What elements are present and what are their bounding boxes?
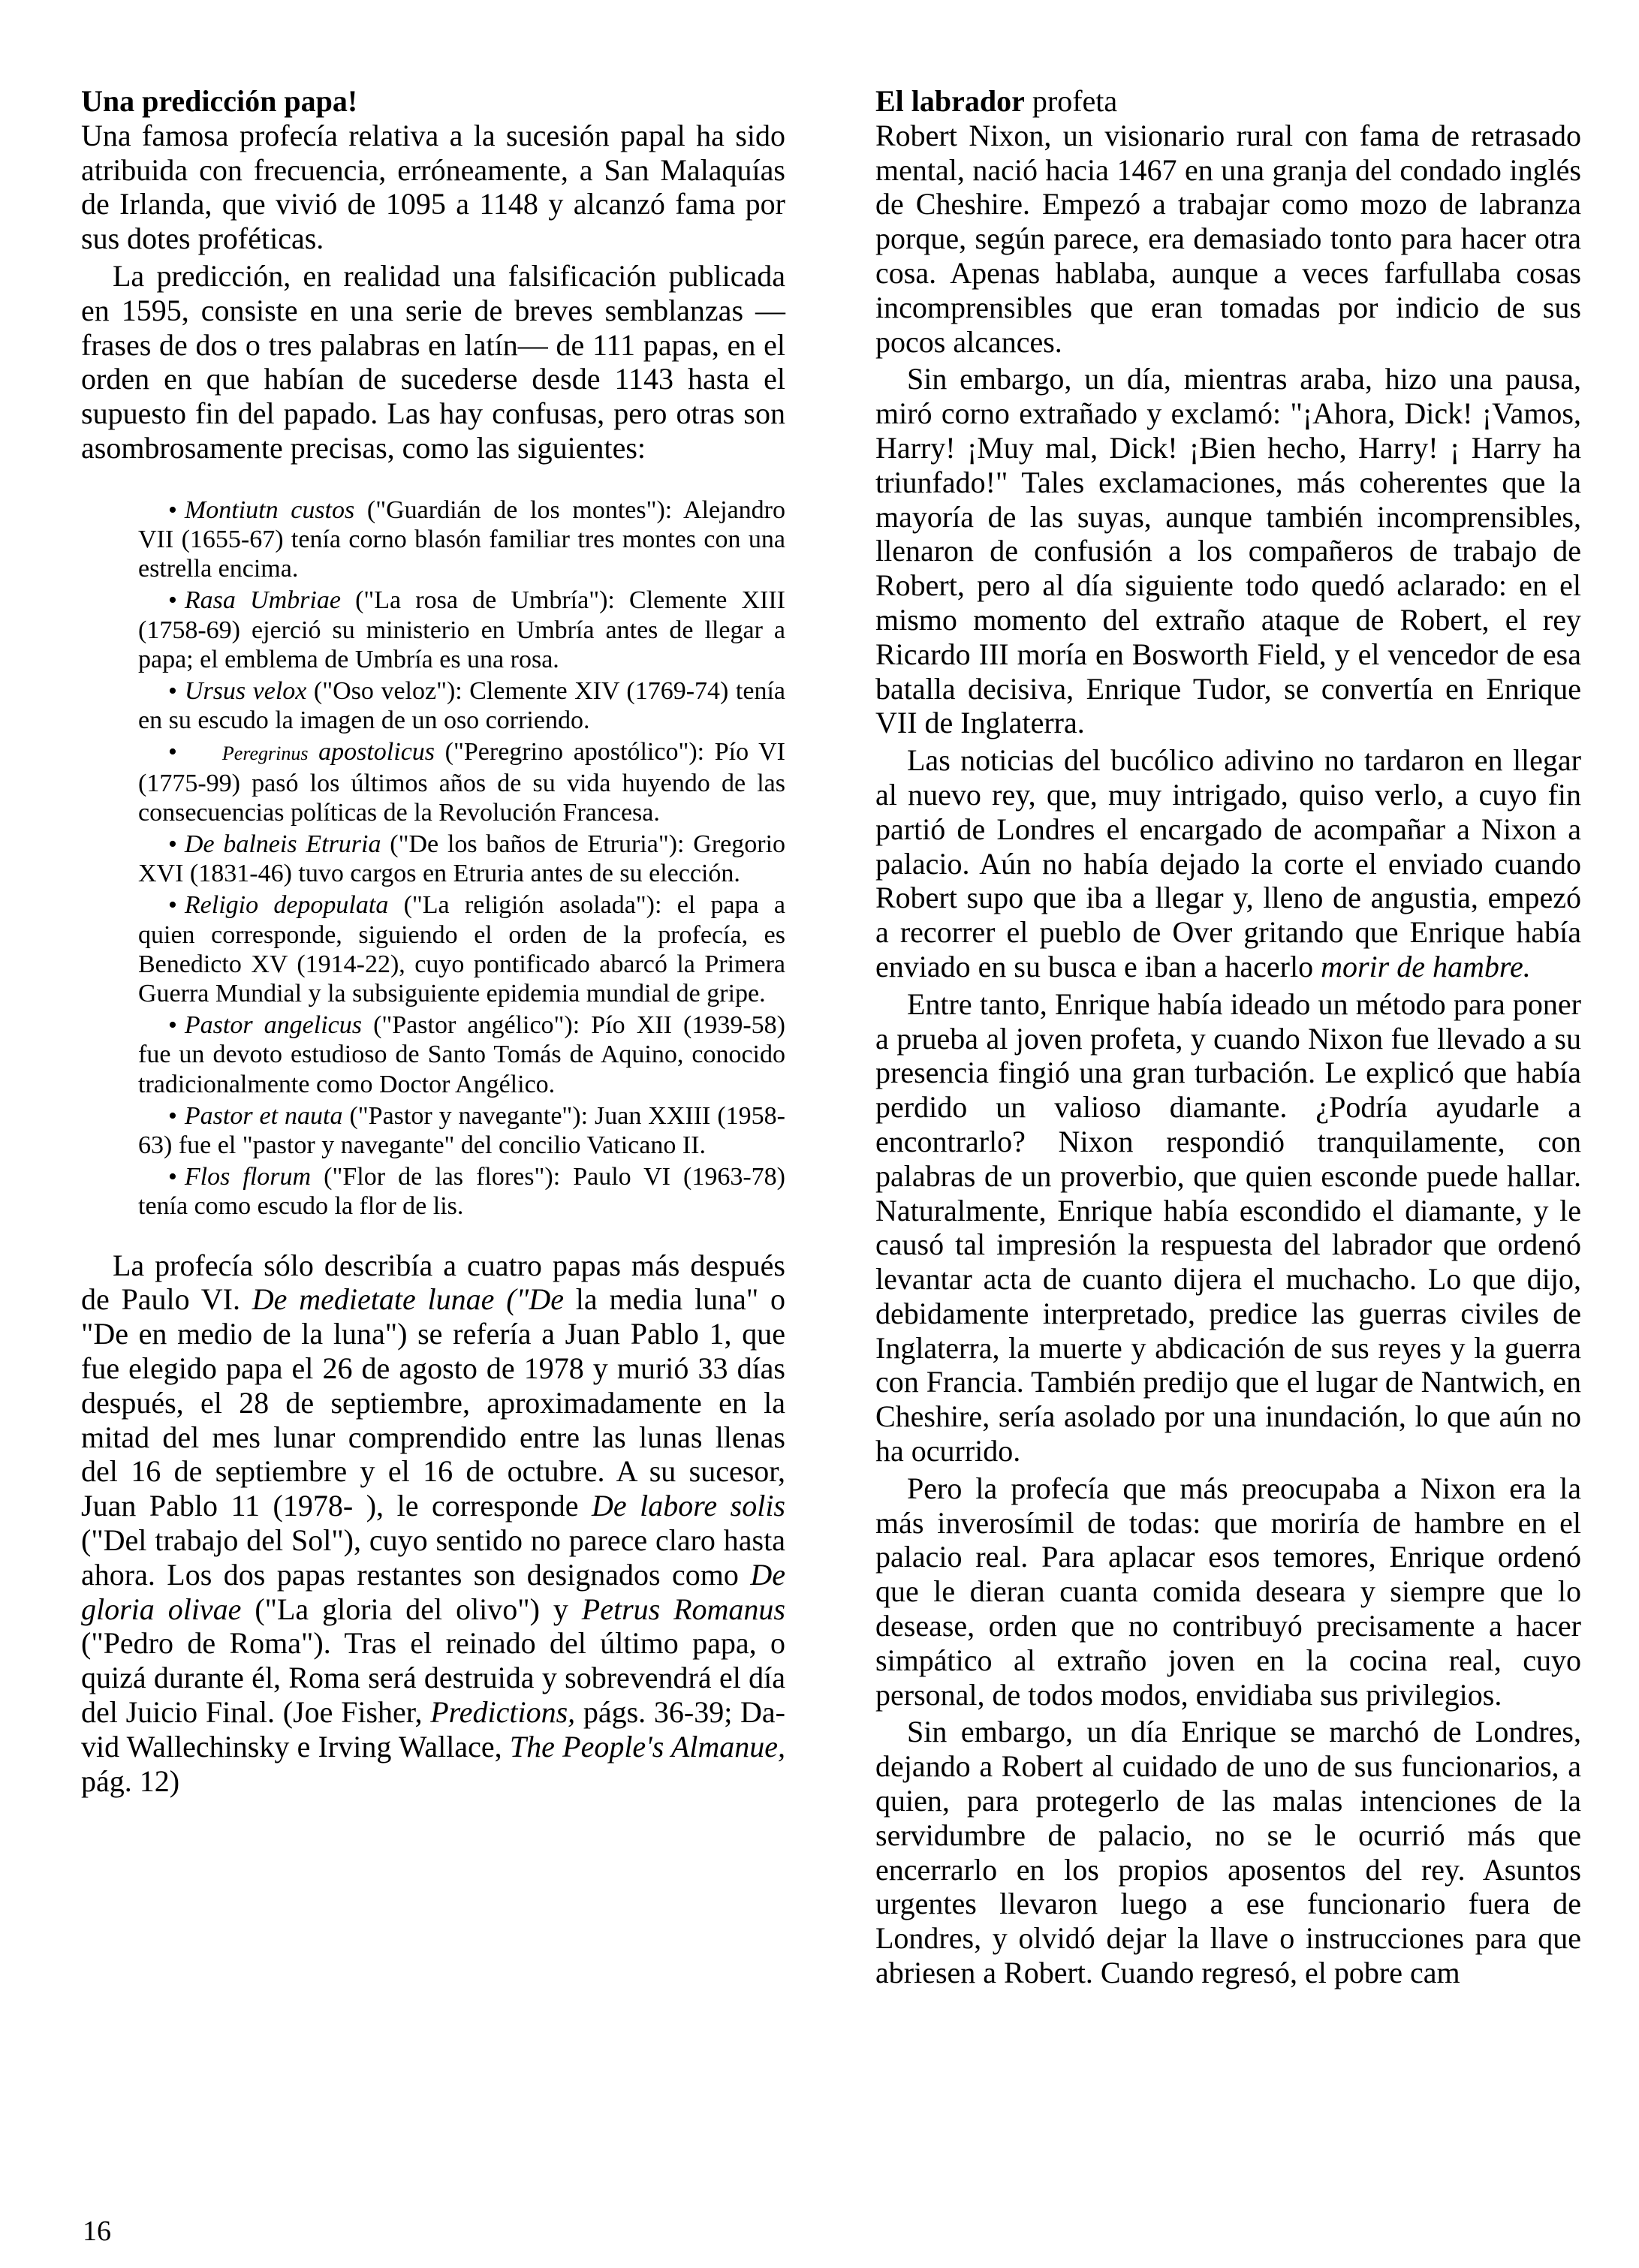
section-heading: El labrador profeta [875, 84, 1118, 118]
paragraph: Pero la profecía que más preocupaba a Nixon era la más inverosímil de todas: que moriría de hambre en el palacio real. Para aplacar esos temores, Enrique ordenó que le dieran cuanta comida deseara y siempre que lo desease, orden que no contribuyó precisamente a hacer simpático al extraño joven en la cocina real, cuyo personal, de todos modos, envidiaba sus privilegios. [875, 1471, 1581, 1712]
list-item: • Ursus velox ("Oso veloz"): Clemente XIV (1769-74) tenía en su escudo la imagen de un oso corriendo. [138, 676, 785, 735]
paragraph: Sin embargo, un día, mientras araba, hizo una pausa, miró corno extrañado y exclamó: "¡Ahora, Dick! ¡Vamos, Harry! ¡Muy mal, Dick! ¡Bien hecho, Harry! ¡ Harry ha triunfado!" Tales exclamaciones, más coherentes que la mayoría de las suyas, aunque también incomprensibles, llenaron de confusión a los compañeros de trabajo de Robert, pero al día siguiente todo quedó aclarado: en el mismo momento del extraño ataque de Robert, el rey Ricardo III moría en Bosworth Field, y el vencedor de esa batalla decisiva, Enrique Tudor, se convertía en Enrique VII de Inglaterra. [875, 362, 1581, 740]
closing-section [81, 1248, 785, 1799]
section-heading: Una predicción papa! [81, 84, 358, 118]
right-column [875, 84, 1581, 1990]
list-item: • Rasa Umbriae ("La rosa de Umbría"): Clemente XIII (1758-69) ejerció su ministerio en Umbría antes de llegar a papa; el emblema de Umbría es una rosa. [138, 586, 785, 673]
paragraph: Las noticias del bucólico adivino no tardaron en llegar al nuevo rey, que, muy intrigado, quiso verlo, a cuyo fin partió de Londres el encargado de acompañar a Nixon a palacio. Aún no había dejado la corte el enviado cuando Robert supo que iba a llegar y, lleno de angustia, empezó a recorrer el pueblo de Over gritando que Enrique había enviado en su busca e iban a hacerlo morir de hambre. [875, 743, 1581, 983]
closing-paragraph: La profecía sólo describía a cuatro papas más después de Paulo VI. De medietate lunae ("De la media luna" o "De en medio de la luna") se refería a Juan Pablo 1, que fue elegido papa el 26 de agosto de 1978 y murió 33 días después, el 28 de septiembre, aproximadamente en la mitad del mes lunar comprendido entre las lunas llenas del 16 de septiembre y el 16 de octubre. A su sucesor, Juan Pablo 11 (1978- ), le corresponde De labore solis ("Del trabajo del Sol"), cuyo sentido no parece claro hasta ahora. Los dos papas restantes son designados como De gloria olivae ("La gloria del olivo") y Petrus Romanus ("Pedro de Roma"). Tras el reinado del último papa, o quizá durante él, Roma será destruida y sobrevendrá el día del Juicio Final. (Joe Fisher, Predictions, págs. 36-39; David Wallechinsky e Irving Wallace, The People's Almanue, pág. 12) [81, 1248, 786, 1798]
left-column [81, 84, 785, 1798]
list-item: • Religio depopulata ("La religión asolada"): el papa a quien corresponde, siguiendo el orden de la profecía, es Benedicto XV (1914-22), cuyo pontificado abarcó la Primera Guerra Mundial y la subsiguiente epidemia mundial de gripe. [138, 891, 785, 1008]
list-item: • Peregrinus apostolicus ("Peregrino apostólico"): Pío VI (1775-99) pasó los últimos años de su vida huyendo de las consecuencias políticas de la Revolución Francesa. [138, 738, 785, 827]
list-item: • Pastor et nauta ("Pastor y navegante"): Juan XXIII (1958-63) fue el "pastor y navegante" del concilio Vaticano II. [138, 1101, 785, 1160]
prophecy-list [81, 495, 785, 1221]
page-number: 16 [83, 2215, 111, 2247]
list-item: • Pastor angelicus ("Pastor angélico"): Pío XII (1939-58) fue un devoto estudioso de Santo Tomás de Aquino, conocido tradicionalmente como Doctor Angélico. [138, 1011, 785, 1098]
intro-paragraph: Una famosa profecía relativa a la sucesión papal ha sido atribuida con frecuencia, erróneamente, a San Malaquías de Irlanda, que vivió de 1095 a 1148 y alcanzó fama por sus dotes proféticas. [81, 118, 785, 256]
paragraph: Sin embargo, un día Enrique se marchó de Londres, dejando a Robert al cuidado de uno de sus funcionarios, a quien, para protegerlo de las malas intenciones de la servidumbre de palacio, no se le ocurrió más que encerrarlo en los propios aposentos del rey. Asuntos urgentes llevaron luego a ese funcionario fuera de Londres, y olvidó dejar la llave o instrucciones para que abriesen a Robert. Cuando regresó, el pobre cam [875, 1715, 1581, 1990]
list-item: • De balneis Etruria ("De los baños de Etruria"): Gregorio XVI (1831-46) tuvo cargos en Etruria antes de su elección. [138, 830, 786, 888]
paragraph: Entre tanto, Enrique había ideado un método para poner a prueba al joven profeta, y cuando Nixon fue llevado a su presencia fingió una gran turbación. Le explicó que había perdido un valioso diamante. ¿Podría ayudarle a encontrarlo? Nixon respondió tranquilamente, con palabras de un proverbio, que quien esconde puede hallar. Naturalmente, Enrique había escondido el diamante, y le causó tal impresión la respuesta del labrador que ordenó levantar acta de cuanto dijera el muchacho. Lo que dijo, debidamente interpretado, predice las guerras civiles de Inglaterra, la muerte y abdicación de sus reyes y la guerra con Francia. También predijo que el lugar de Nantwich, en Cheshire, sería asolado por una inundación, lo que aún no ha ocurrido. [875, 986, 1581, 1468]
list-item: • Flos florum ("Flor de las flores"): Paulo VI (1963-78) tenía como escudo la flor de lis. [138, 1163, 785, 1221]
paragraph: Robert Nixon, un visionario rural con fama de retrasado mental, nació hacia 1467 en una granja del condado inglés de Cheshire. Empezó a trabajar como mozo de labranza porque, según parece, era demasiado tonto para hacer otra cosa. Apenas hablaba, aunque a veces farfullaba cosas incomprensibles que eran tomadas por indicio de sus pocos alcances. [875, 118, 1581, 359]
list-item: • Montiutn custos ("Guardián de los montes"): Alejandro VII (1655-67) tenía corno blasón familiar tres montes con una estrella encima. [138, 495, 785, 583]
paragraph: La predicción, en realidad una falsificación publicada en 1595, consiste en una serie de breves semblanzas —frases de dos o tres palabras en latín— de 111 papas, en el orden en que habían de sucederse desde 1143 hasta el supuesto fin del papado. Las hay confusas, pero otras son asombrosamente precisas, como las siguientes: [81, 258, 785, 465]
